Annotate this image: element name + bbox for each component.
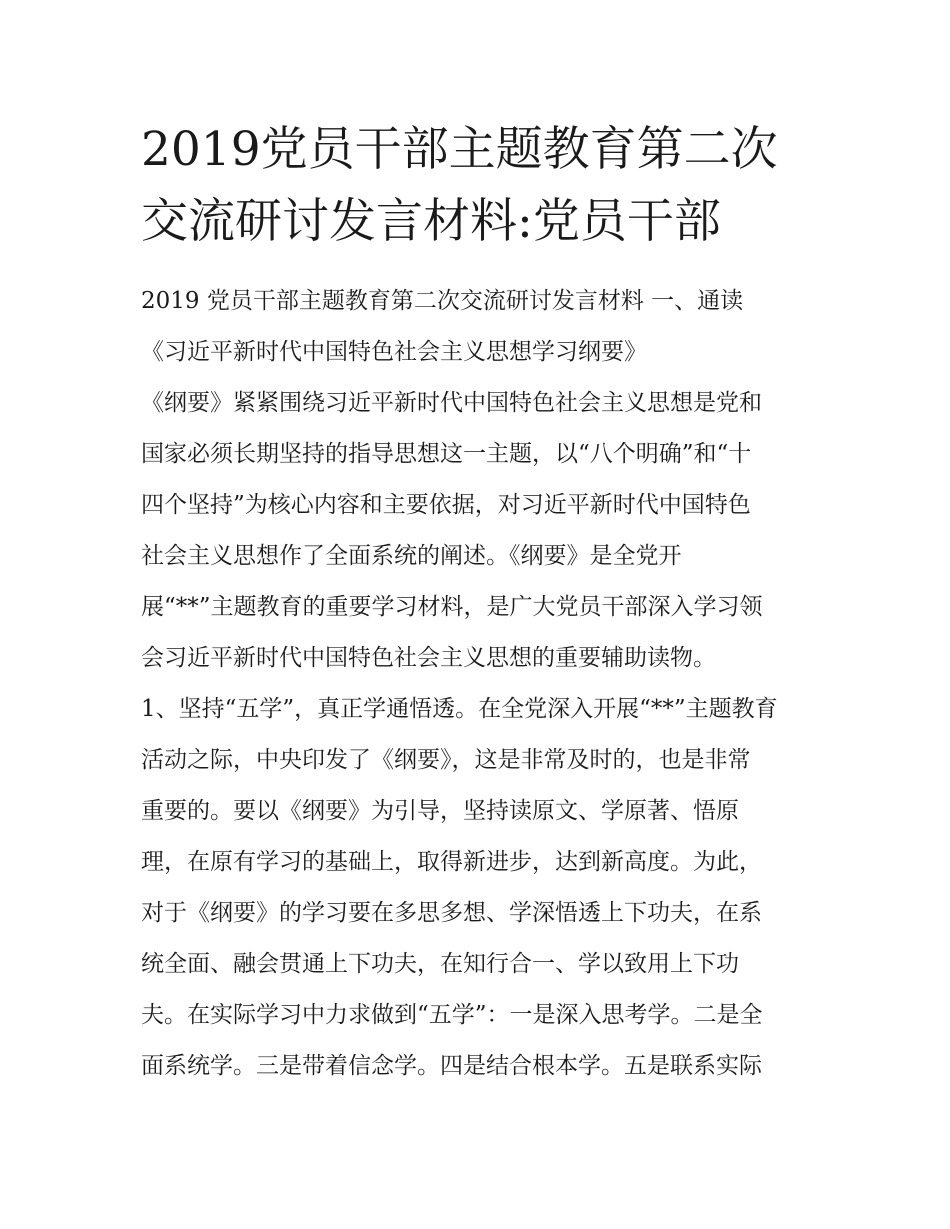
document-title: [141, 114, 821, 258]
body-line-6: 社会主义思想作了全面系统的阐述。《纲要》是全党开: [141, 543, 682, 569]
body-line-9: 1、坚持“五学”，真正学通悟透。在全党深入开展“**”主题教育: [141, 696, 778, 722]
document-body: [141, 276, 821, 1092]
body-line-14: 统全面、融会贯通上下功夫，在知行合一、学以致用上下功: [141, 951, 739, 977]
body-line-5: 四个坚持”为核心内容和主要依据，对习近平新时代中国特色: [141, 492, 751, 518]
body-line-11: 重要的。要以《纲要》为引导，坚持读原文、学原著、悟原: [141, 798, 739, 824]
title-line-2: 交流研讨发言材料:党员干部: [141, 194, 721, 249]
body-line-15: 夫。在实际学习中力求做到“五学”：一是深入思考学。二是全: [141, 1002, 763, 1028]
body-line-4: 国家必须长期坚持的指导思想这一主题，以“八个明确”和“十: [141, 441, 752, 467]
body-line-7: 展“**”主题教育的重要学习材料，是广大党员干部深入学习领: [141, 594, 763, 620]
body-line-10: 活动之际，中央印发了《纲要》，这是非常及时的，也是非常: [141, 747, 751, 773]
body-line-12: 理，在原有学习的基础上，取得新进步，达到新高度。为此，: [141, 849, 762, 875]
body-line-1: 2019 党员干部主题教育第二次交流研讨发言材料 一、通读: [141, 288, 744, 314]
body-line-3: 《纲要》紧紧围绕习近平新时代中国特色社会主义思想是党和: [141, 390, 762, 416]
body-line-13: 对于《纲要》的学习要在多思多想、学深悟透上下功夫，在系: [141, 900, 762, 926]
body-line-8: 会习近平新时代中国特色社会主义思想的重要辅助读物。: [141, 645, 716, 671]
body-line-2: 《习近平新时代中国特色社会主义思想学习纲要》: [141, 339, 647, 365]
body-line-16: 面系统学。三是带着信念学。四是结合根本学。五是联系实际: [141, 1053, 762, 1079]
title-line-1: 2019党员干部主题教育第二次: [141, 122, 778, 177]
